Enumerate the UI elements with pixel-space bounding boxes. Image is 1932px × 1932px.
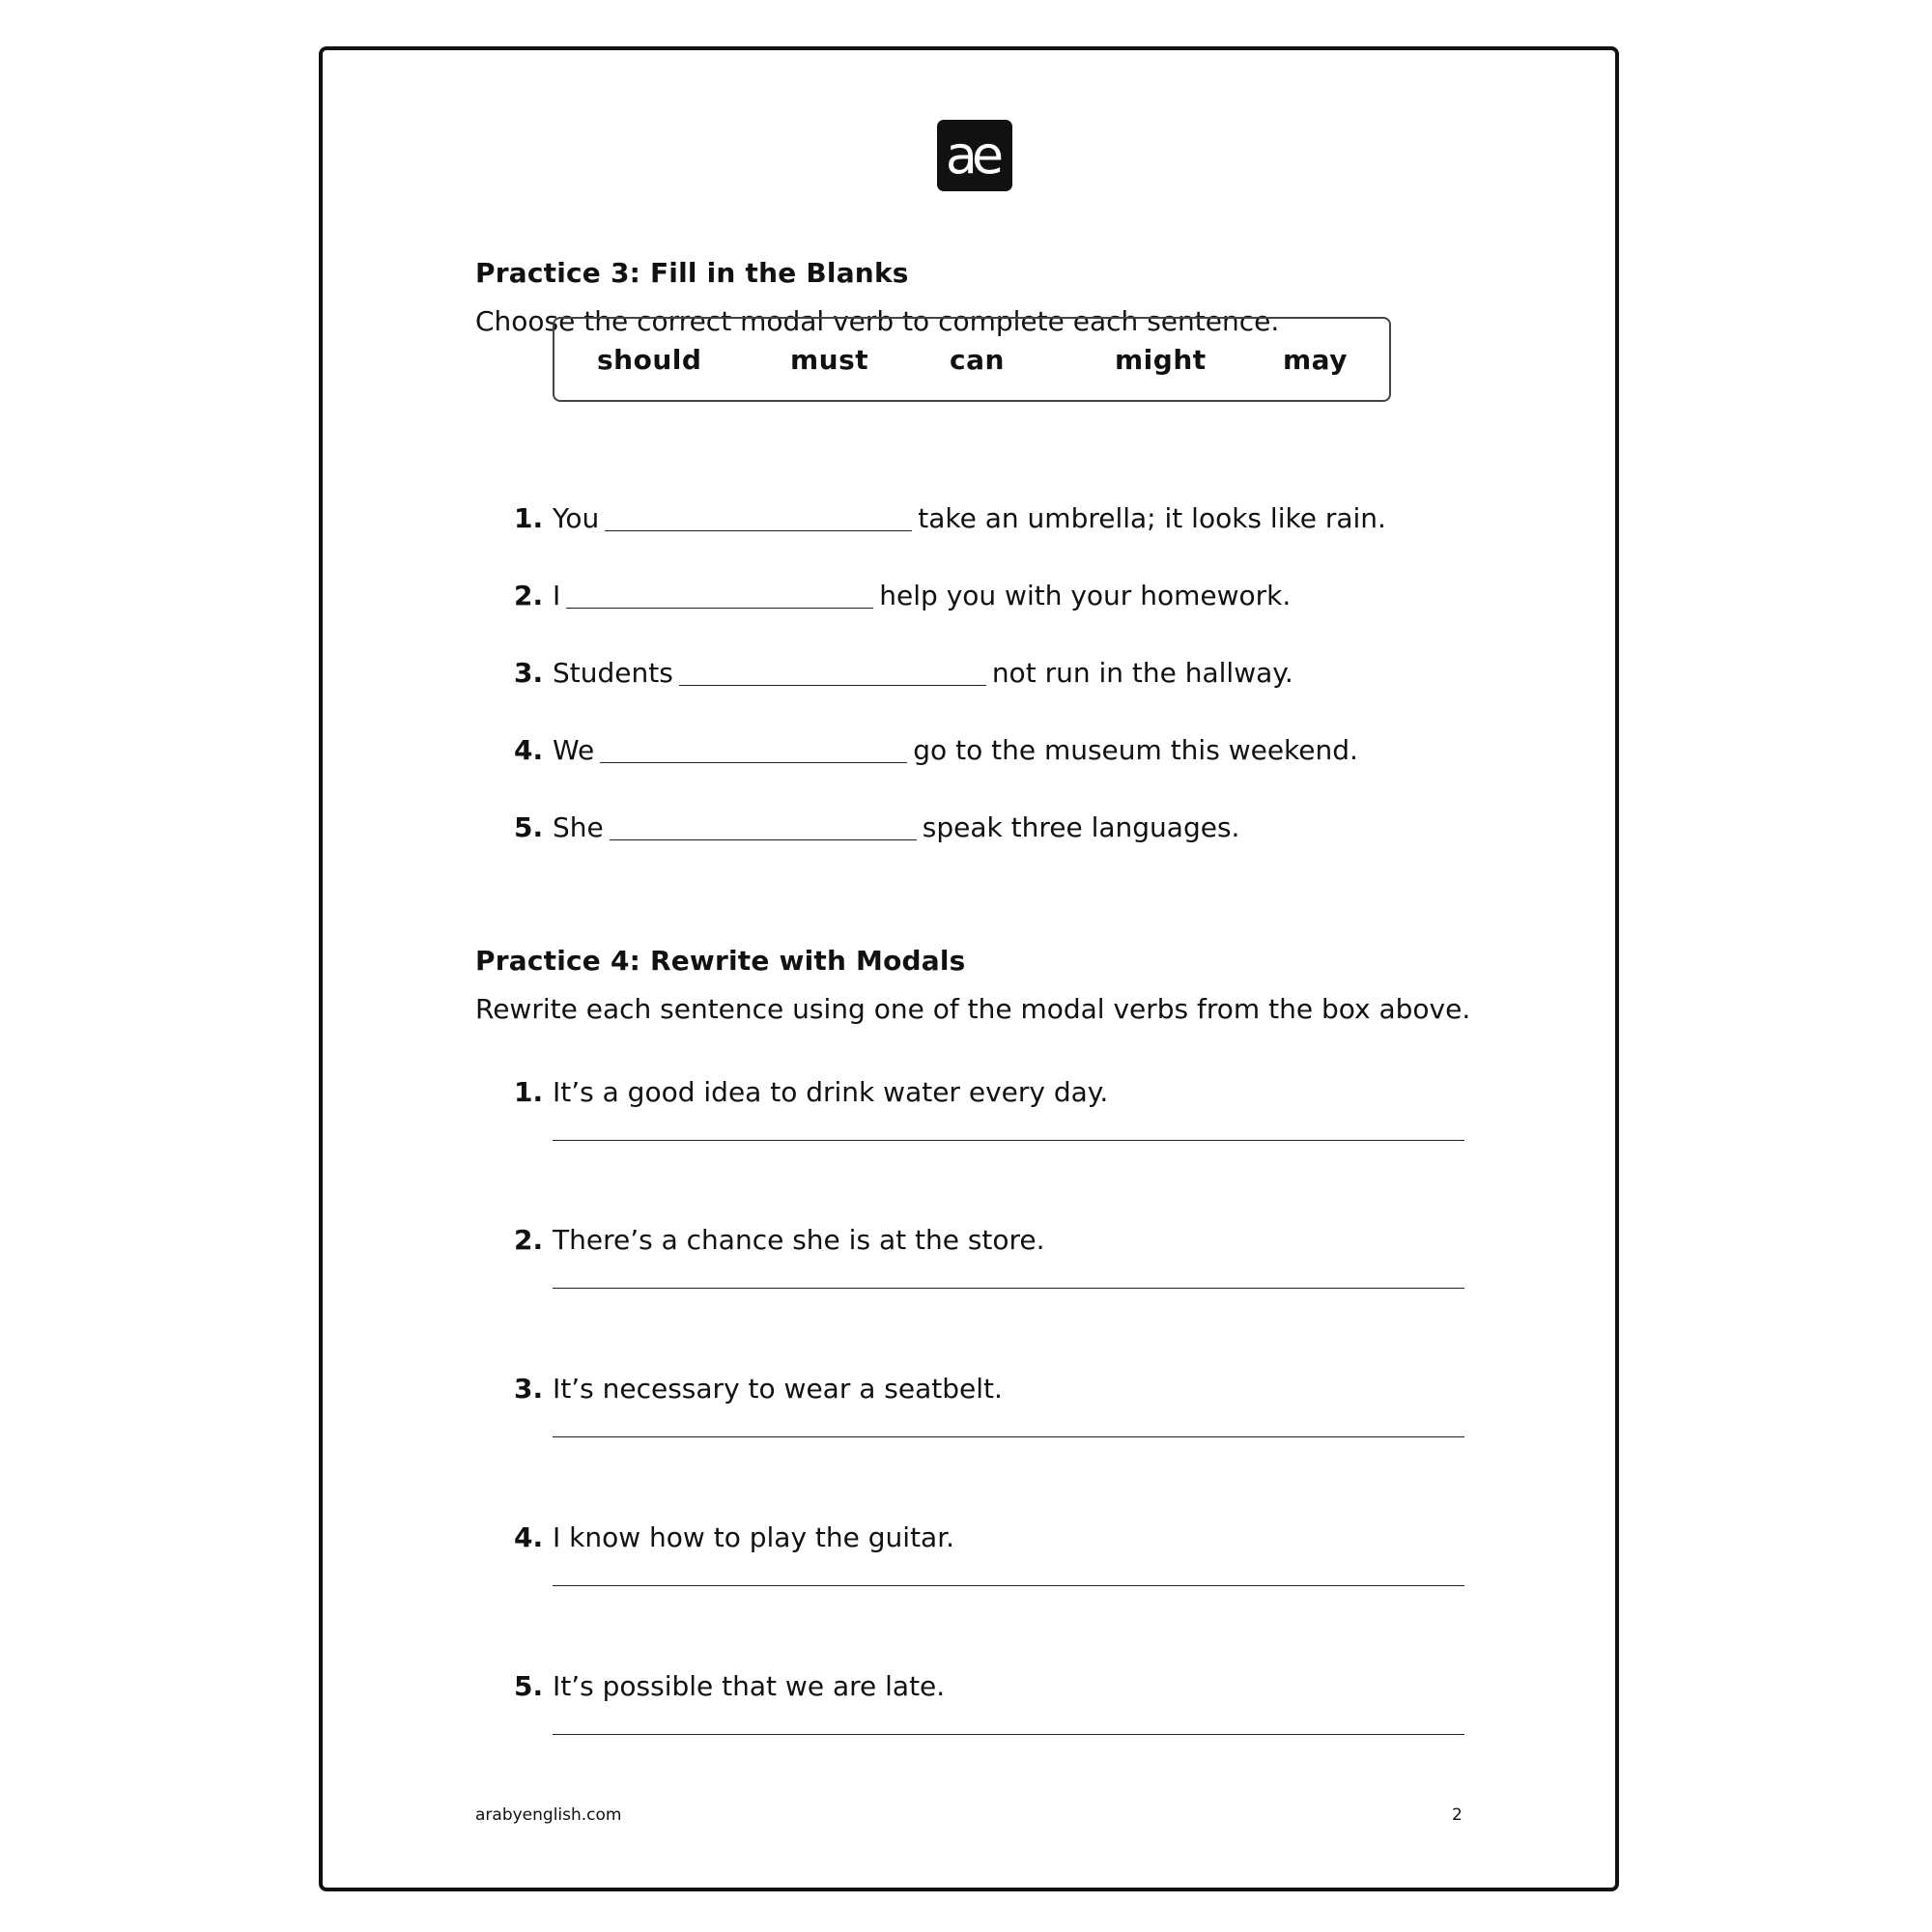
item-number: 1. [514,1076,544,1108]
answer-line[interactable] [553,1288,1464,1289]
fill-blank-item [514,811,1239,843]
footer-site: arabyenglish.com [475,1805,622,1825]
rewrite-item [514,1670,945,1702]
fill-blank-item [514,580,1291,611]
item-text-before: She [553,811,604,843]
practice4-title: Practice 4: Rewrite with Modals [475,945,966,977]
rewrite-sentence: It’s a good idea to drink water every day. [553,1076,1109,1108]
rewrite-sentence: I know how to play the guitar. [553,1521,955,1553]
item-text-after: go to the museum this weekend. [913,734,1358,766]
blank-field[interactable] [610,812,917,840]
rewrite-item [514,1373,1003,1405]
item-text-before: Students [553,657,673,689]
rewrite-sentence: It’s necessary to wear a seatbelt. [553,1373,1003,1405]
answer-line[interactable] [553,1140,1464,1141]
item-number: 5. [514,1670,544,1702]
answer-line[interactable] [553,1585,1464,1586]
practice3-instruction: Choose the correct modal verb to complete each sentence. [475,305,1280,337]
worksheet-page [319,46,1619,1891]
blank-field[interactable] [605,503,912,531]
item-text-after: take an umbrella; it looks like rain. [918,502,1386,534]
item-number: 5. [514,811,544,843]
item-number: 4. [514,1521,544,1553]
practice3-title: Practice 3: Fill in the Blanks [475,257,909,289]
word-bank-word: may [1283,344,1348,376]
fill-blank-item [514,734,1358,766]
item-text-before: You [553,502,600,534]
blank-field[interactable] [566,581,873,609]
word-bank-word: should [597,344,702,376]
word-bank-word: can [950,344,1005,376]
item-number: 1. [514,502,544,534]
item-number: 3. [514,657,544,689]
rewrite-sentence: There’s a chance she is at the store. [553,1224,1045,1256]
rewrite-item [514,1224,1045,1256]
rewrite-sentence: It’s possible that we are late. [553,1670,946,1702]
item-text-before: I [553,580,561,611]
word-bank-word: must [790,344,869,376]
fill-blank-item [514,502,1386,534]
rewrite-item [514,1076,1108,1108]
item-number: 3. [514,1373,544,1405]
word-bank-box [553,317,1391,402]
practice4-instruction: Rewrite each sentence using one of the modal verbs from the box above. [475,993,1471,1025]
item-text-before: We [553,734,595,766]
blank-field[interactable] [679,658,986,686]
fill-blank-item [514,657,1293,689]
answer-line[interactable] [553,1734,1464,1735]
item-text-after: not run in the hallway. [991,657,1293,689]
rewrite-item [514,1521,954,1553]
page-number: 2 [1452,1805,1463,1825]
word-bank-word: might [1115,344,1207,376]
item-number: 4. [514,734,544,766]
item-text-after: speak three languages. [922,811,1240,843]
blank-field[interactable] [600,735,907,763]
item-text-after: help you with your homework. [879,580,1292,611]
answer-line[interactable] [553,1436,1464,1437]
item-number: 2. [514,580,544,611]
item-number: 2. [514,1224,544,1256]
ae-logo: ae [937,120,1012,191]
